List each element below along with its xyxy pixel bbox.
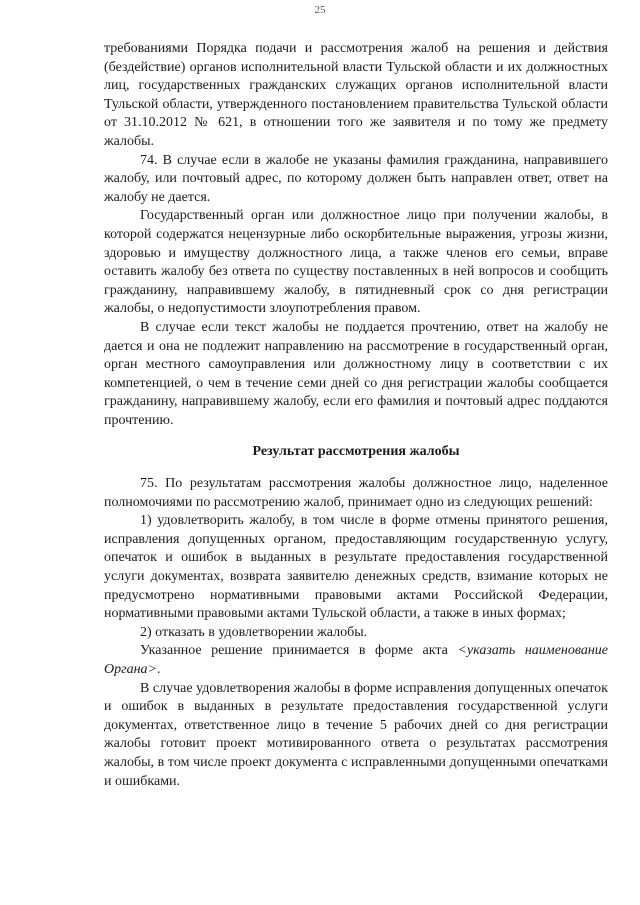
paragraph-final: В случае удовлетворения жалобы в форме исправления допущенных опечаток и ошибок в выданных в результате предоставления государственной услуги документах, ответственное лицо в течение 5 рабочих дней со дня регистрации жалобы готовит проект мотивированного ответа о результатах рассмотрения жалобы, в том числе проект документа с исправленными допущенными опечатками и ошибками. xyxy=(104,680,608,789)
decision-form-placeholder: <указать наименование Органа> xyxy=(104,643,609,677)
page-number: 25 xyxy=(314,4,326,16)
paragraph-74: 74. В случае если в жалобе не указаны фамилия гражданина, направившего жалобу, или почтовый адрес, по которому должен быть направлен ответ, ответ на жалобу не дается. xyxy=(104,152,608,205)
document-body xyxy=(104,40,608,791)
paragraph-decision-form xyxy=(104,642,608,679)
paragraph-obscene-complaint: Государственный орган или должностное лицо при получении жалобы, в которой содержатся нецензурные либо оскорбительные выражения, угрозы жизни, здоровью и имуществу должностного лица, а также членов его семьи, вправе оставить жалобу без ответа по существу поставленных в ней вопросов и сообщить гражданину, направившему жалобу, в пятидневный срок со дня регистрации жалобы, о недопустимости злоупотребления правом. xyxy=(104,208,608,317)
decision-form-text: Указанное решение принимается в форме акта xyxy=(140,643,458,659)
paragraph-continuation: требованиями Порядка подачи и рассмотрения жалоб на решения и действия (бездействие) органов исполнительной власти Тульской области и их должностных лиц, государственных гражданских служащих органов исполнительной власти Тульской области, утвержденного постановлением правительства Тульской области от 31.10.2012 № 621, в отношении того же заявителя и по тому же предмету жалобы. xyxy=(104,41,608,149)
decision-option-1: 1) удовлетворить жалобу, в том числе в форме отмены принятого решения, исправления допущенных органом, предоставляющим государственную услугу, опечаток и ошибок в выданных в результате предоставления государственной услуги документах, возврата заявителю денежных средств, взимание которых не предусмотрено нормативными правовыми актами Российской Федерации, нормативными правовыми актами Тульской области, а также в иных формах; xyxy=(104,513,608,622)
paragraph-75: 75. По результатам рассмотрения жалобы должностное лицо, наделенное полномочиями по рассмотрению жалоб, принимает одно из следующих решений: xyxy=(104,476,608,510)
decision-option-2: 2) отказать в удовлетворении жалобы. xyxy=(140,624,368,640)
paragraph-unreadable-complaint: В случае если текст жалобы не поддается прочтению, ответ на жалобу не дается и она не подлежит направлению на рассмотрение в государственный орган, орган местного самоуправления или должностному лицу в соответствии с их компетенцией, о чем в течение семи дней со дня регистрации жалобы сообщается гражданину, направившему жалобу, если его фамилия и почтовый адрес поддаются прочтению. xyxy=(104,319,608,428)
section-heading: Результат рассмотрения жалобы xyxy=(252,444,460,460)
decision-form-end: . xyxy=(156,662,161,677)
